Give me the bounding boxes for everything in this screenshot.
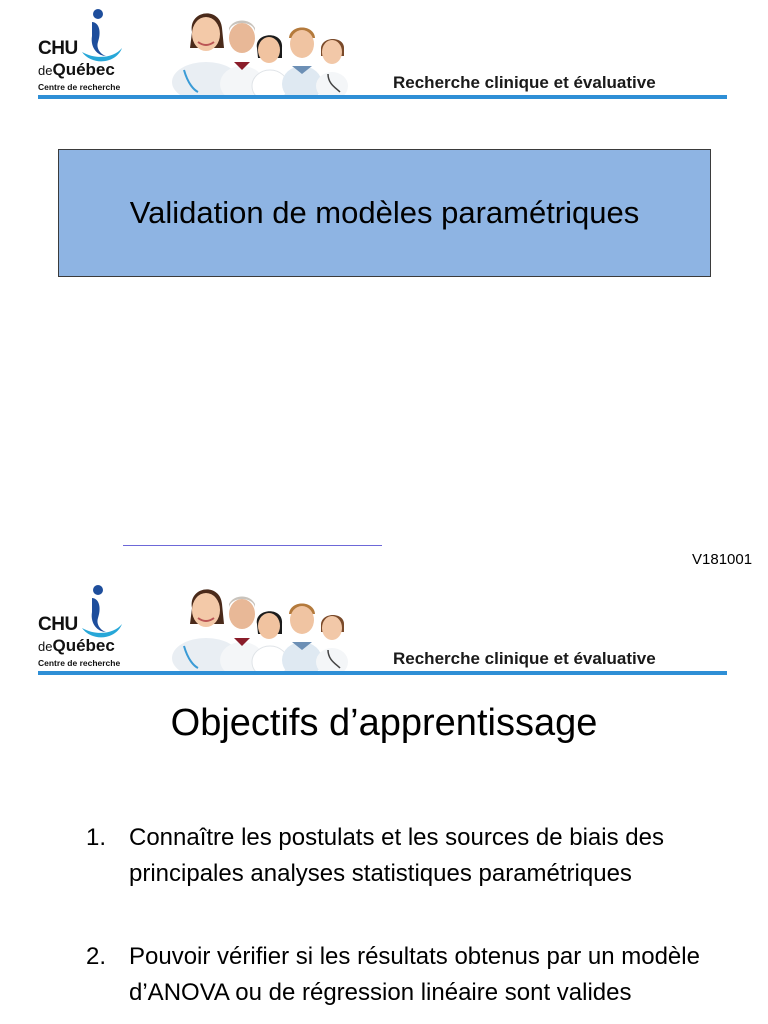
- list-item-number: 1.: [86, 824, 107, 851]
- logo-subtitle: Centre de recherche: [38, 658, 121, 668]
- logo-city-text: deQuébec: [38, 636, 115, 655]
- slide-header: [0, 576, 768, 678]
- logo-city-text: deQuébec: [38, 60, 115, 79]
- logo-subtitle: Centre de recherche: [38, 82, 121, 92]
- list-item: [86, 939, 726, 1011]
- underline-divider: [123, 545, 382, 546]
- medical-staff-photo: [158, 4, 358, 96]
- header-rule: [38, 95, 727, 99]
- logo-chu-text: CHU: [38, 38, 78, 59]
- list-item: [86, 820, 726, 892]
- title-box: [58, 149, 711, 277]
- header-rule: [38, 671, 727, 675]
- list-item-number: 2.: [86, 943, 107, 970]
- logo-chu-text: CHU: [38, 614, 78, 635]
- chu-logo: [38, 584, 138, 670]
- list-item-text: Connaître les postulats et les sources de biais des principales analyses statistiques paramétriques: [129, 824, 664, 887]
- header-title: Recherche clinique et évaluative: [393, 73, 656, 92]
- chu-figure-icon: [78, 8, 124, 64]
- list-item-text: Pouvoir vérifier si les résultats obtenus par un modèle d’ANOVA ou de régression linéaire sont valides: [129, 943, 700, 1006]
- chu-logo: [38, 8, 138, 94]
- header-title: Recherche clinique et évaluative: [393, 649, 656, 668]
- medical-staff-photo: [158, 580, 358, 672]
- objectives-list: [86, 820, 726, 1024]
- slide-title: Validation de modèles paramétriques: [129, 195, 640, 230]
- chu-figure-icon: [78, 584, 124, 640]
- version-label: V181001: [692, 551, 753, 568]
- slide-header: [0, 0, 768, 102]
- slide-heading: Objectifs d’apprentissage: [170, 702, 598, 744]
- slide-2: [0, 576, 768, 1024]
